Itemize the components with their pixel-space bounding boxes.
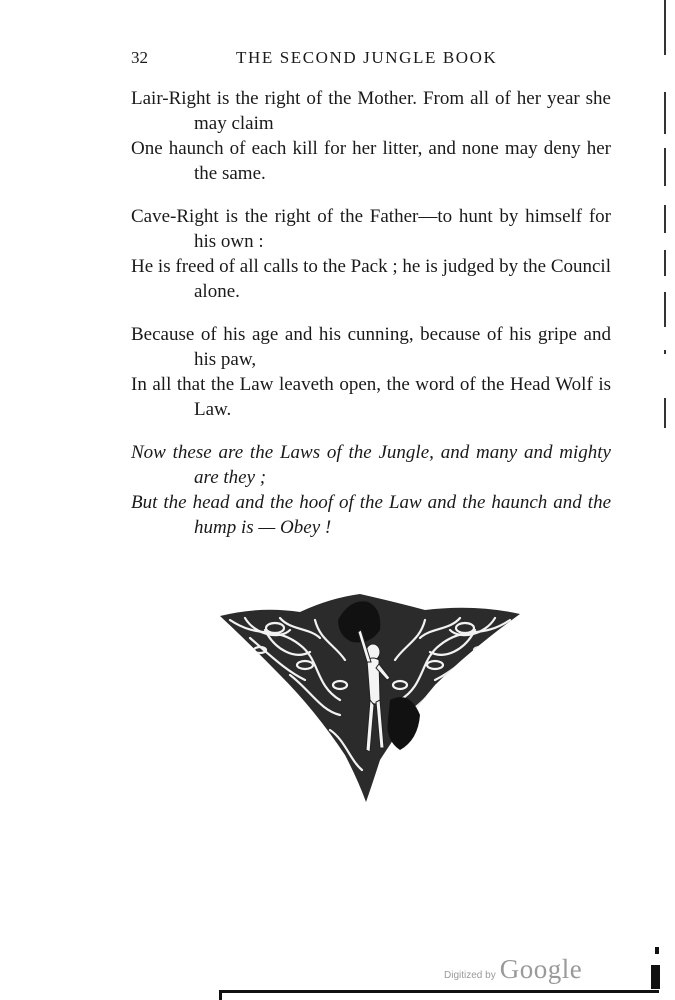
poem-line: In all that the Law leaveth open, the word of the Head Wolf is Law. [131,374,611,420]
scan-edge-line [664,0,666,55]
poem-line: Lair-Right is the right of the Mother. From all of her year she may claim [131,88,611,134]
scan-edge-dot [664,350,666,354]
scan-corner-mark [651,965,660,989]
stanza [131,322,611,422]
poem-line: One haunch of each kill for her litter, and none may deny her the same. [131,138,611,184]
poem-line: Cave-Right is the right of the Father—to hunt by himself for his own : [131,206,611,252]
page-number: 32 [131,48,148,67]
poem-line: He is freed of all calls to the Pack ; he is judged by the Council alone. [131,256,611,302]
google-logo: Google [499,954,583,984]
watermark-prefix: Digitized by [444,970,496,981]
stanza [131,204,611,304]
poem-line: But the head and the hoof of the Law and the haunch and the hump is — Obey ! [131,492,611,538]
scan-edge-line [664,250,666,276]
scan-edge-line [664,292,666,327]
scan-edge-line [664,398,666,428]
poem-line: Now these are the Laws of the Jungle, and many and mighty are they ; [131,442,611,488]
poem-line: Because of his age and his cunning, because of his gripe and his paw, [131,324,611,370]
foliage-vignette-icon [220,590,520,805]
digitized-watermark [444,954,582,985]
stanza-italic [131,440,611,540]
running-head-title: THE SECOND JUNGLE BOOK [236,48,498,67]
running-header [131,48,611,72]
scan-edge-line [664,205,666,233]
scan-edge-line [664,148,666,186]
scan-edge-line [664,92,666,134]
scan-bottom-edge [219,990,659,993]
poem-body [131,86,611,558]
scan-bottom-tick [219,990,222,1000]
stanza [131,86,611,186]
scan-corner-dot [655,947,659,954]
